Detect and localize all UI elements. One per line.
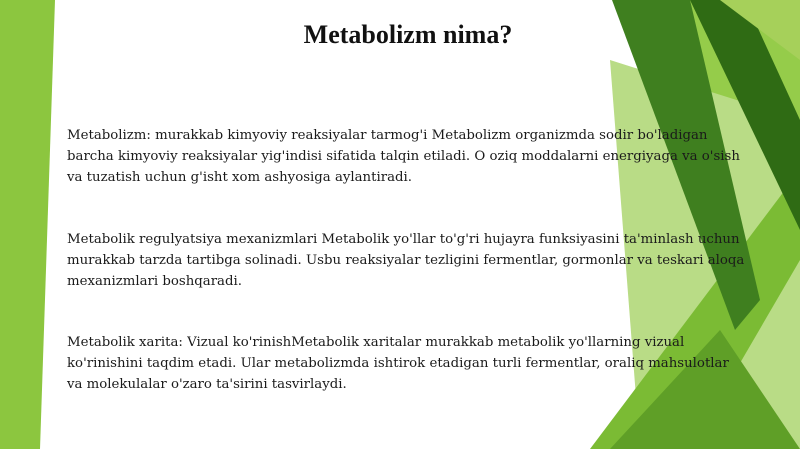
paragraph-metabolic-regulation: Metabolik regulyatsiya mexanizmlari Metabolik yo'llar to'g'ri hujayra funksiyasini ta'minlash uchun murakkab tarzda tartibga solinadi. Usbu reaksiyalar tezligini fermentlar, gormonlar va teskari aloqa mexanizmlari boshqaradi. [67,232,745,289]
paragraph-metabolic-map: Metabolik xarita: Vizual ko'rinishMetabolik xaritalar murakkab metabolik yo'llarning vizual ko'rinishini taqdim etadi. Ular metabolizmda ishtirok etadigan turli fermentlar, oraliq mahsulotlar va molekulalar o'zaro ta'sirini tasvirlaydi. [67,335,729,392]
left-green-band [0,0,55,449]
paragraph-metabolism-network: Metabolizm: murakkab kimyoviy reaksiyalar tarmog'i Metabolizm organizmda sodir bo'ladigan barcha kimyoviy reaksiyalar yig'indisi sifatida talqin etiladi. O oziq moddalarni energiyaga va o'sish va tuzatish uchun g'isht xom ashyosiga aylantiradi. [67,128,740,185]
slide-title: Metabolizm nima? [303,20,513,49]
